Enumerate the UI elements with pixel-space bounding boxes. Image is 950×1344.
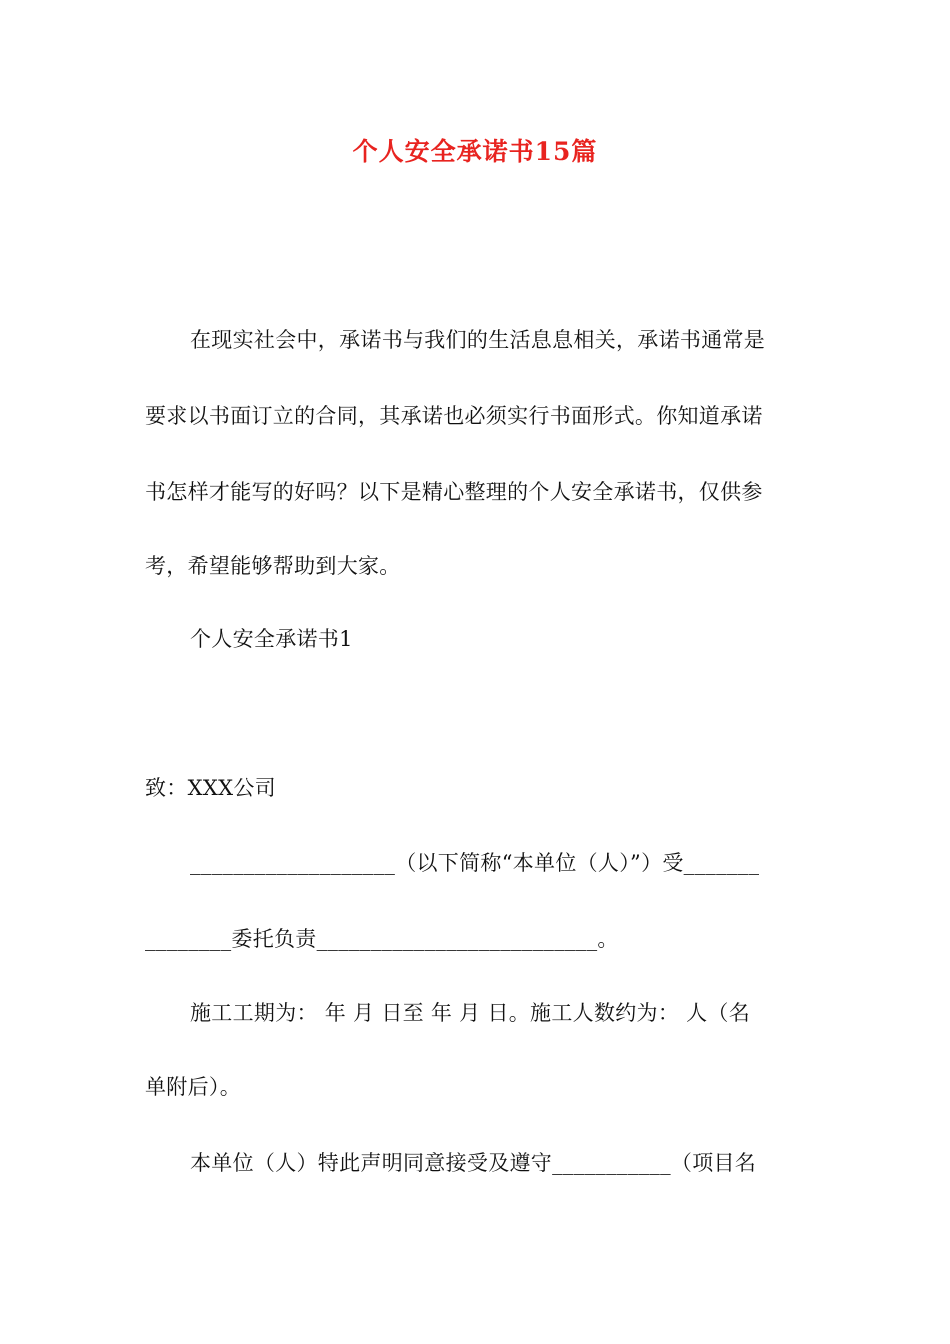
intro-line-1: 在现实社会中，承诺书与我们的生活息息相关，承诺书通常是 (190, 328, 766, 352)
body-line-5: 本单位（人）特此声明同意接受及遵守___________（项目名 (190, 1151, 757, 1175)
document-title: 个人安全承诺书15篇 (352, 137, 598, 166)
body-line-1: ___________________（以下简称“本单位（人）”）受_______ (190, 851, 760, 875)
body-line-3: 施工工期为： 年 月 日至 年 月 日。施工人数约为： 人（名 (190, 1001, 751, 1025)
intro-line-2: 要求以书面订立的合同，其承诺也必须实行书面形式。你知道承诺 (145, 404, 763, 428)
addressee: 致：XXX公司 (145, 776, 276, 800)
intro-line-3: 书怎样才能写的好吗？以下是精心整理的个人安全承诺书，仅供参 (145, 480, 763, 504)
section-heading: 个人安全承诺书1 (190, 627, 353, 651)
body-line-2: ________委托负责__________________________。 (145, 927, 619, 951)
body-line-4: 单附后）。 (145, 1075, 241, 1099)
intro-line-4: 考，希望能够帮助到大家。 (145, 554, 401, 578)
